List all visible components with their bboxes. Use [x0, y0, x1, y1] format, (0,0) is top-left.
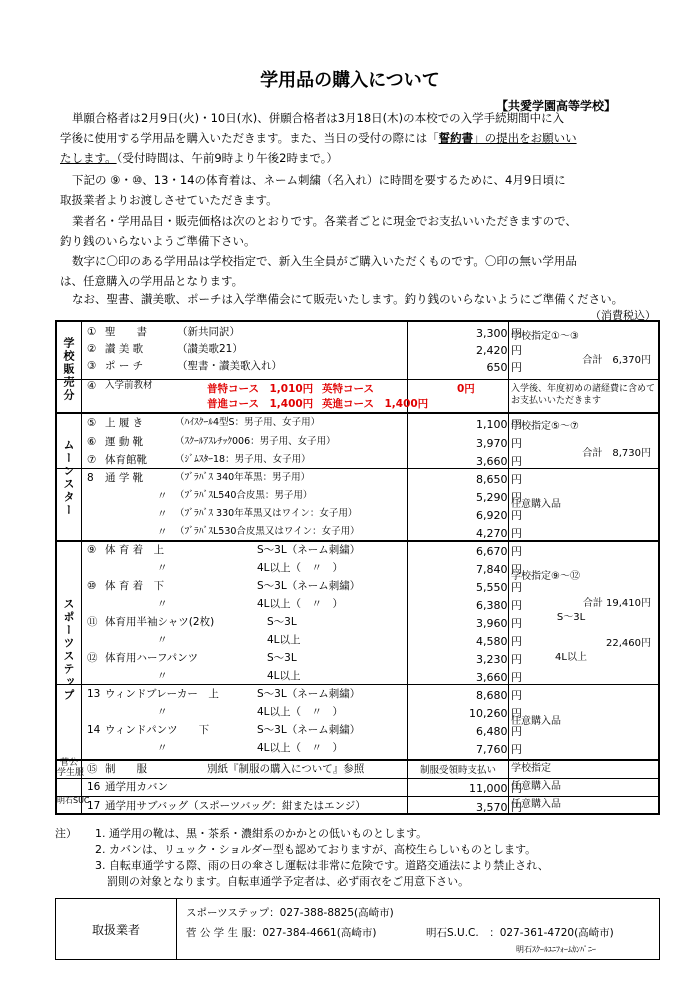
row-price: 7,840 円	[476, 563, 522, 576]
row-item-name: 体 育 着 下	[105, 580, 165, 592]
para1-line-d: たします。	[60, 151, 117, 165]
note-sports-designated: 学校指定⑨～⑫	[511, 571, 580, 582]
para1-line-e: （受付時間は、午前9時より午後2時まで。）	[116, 151, 338, 165]
row-item-name: 〃	[157, 634, 168, 646]
section-sportsstep: スポーツステップ	[62, 598, 75, 702]
para2-line-b: 取扱業者よりお渡しさせていただきます。	[60, 193, 278, 207]
note-kyozai: 入学後、年度初めの諸経費に含めてお支払いいただきます	[511, 384, 656, 406]
row-price: 3,970 円	[476, 437, 522, 450]
note-school-designated: 学校指定①～③	[511, 331, 579, 342]
page-title: 学用品の購入について	[260, 70, 440, 91]
row-item-detail: 4L以上（ 〃 ）	[257, 562, 344, 574]
row-item-name: 〃	[157, 742, 168, 754]
row-item-name: 上 履 き	[105, 417, 144, 429]
price-table	[55, 320, 660, 815]
row-item-detail: （讃美歌21）	[177, 343, 243, 355]
intro-paragraph-5	[60, 289, 660, 309]
note-moonstar-designated: 学校指定⑤～⑦	[511, 421, 579, 432]
row-item-detail: 別紙『制服の購入について』参照	[207, 763, 365, 775]
vendor-label: 取扱業者	[56, 899, 177, 959]
row-number: ⑤	[87, 417, 97, 429]
row-number: 14	[87, 724, 101, 736]
row-price: 6,380 円	[476, 599, 522, 612]
row-price: 3,300 円	[476, 327, 522, 340]
row-item-detail: S～3L	[267, 616, 297, 628]
row-item-name: 〃	[157, 706, 168, 718]
row-number: ⑥	[87, 436, 97, 448]
row-price: 6,480 円	[476, 725, 522, 738]
oath-doc: 誓約書	[438, 131, 474, 145]
row-item-detail: 4L以上（ 〃 ）	[257, 706, 344, 718]
row-number: ④	[87, 380, 97, 392]
row-item-name: 〃	[157, 562, 168, 574]
row-price: 3,960 円	[476, 617, 522, 630]
section-kanko	[57, 758, 85, 778]
row-price: 1,100 円	[476, 418, 522, 431]
note-sports-size: S～3L	[556, 612, 586, 623]
row-item-name: 讃 美 歌	[105, 343, 144, 355]
kanko-label: 菅公	[59, 758, 78, 768]
row-item-name: 体 育 着 上	[105, 544, 165, 556]
row-price: 3,570 円	[476, 801, 522, 814]
row-number: 16	[87, 781, 101, 793]
footnote-2: 2. カバンは、リュック・ショルダー型も認めておりますが、高校生らしいものとします。	[95, 843, 537, 856]
note-moonstar-total: 合計 8,730円	[582, 448, 651, 459]
gakuseifuku-label: 学生服	[57, 768, 85, 778]
row-item-name: 体育館靴	[105, 454, 147, 466]
row-item-name: ポ ー チ	[105, 360, 144, 372]
row-item-detail: 4L以上	[267, 670, 301, 682]
row-item-name: 通学用サブバッグ（スポーツバッグ：紺またはエンジ）	[105, 800, 366, 812]
footnotes	[55, 826, 665, 890]
row-number: ⑮	[87, 763, 98, 775]
row-item-detail: （ﾌﾞﾗﾊﾞｽ 330年革黒又はワイン：女子用）	[175, 508, 358, 519]
row-number: ⑪	[87, 616, 98, 628]
note-sports-size-4l: 4L以上	[555, 652, 587, 663]
row-number: ③	[87, 360, 97, 372]
row-number: ②	[87, 343, 97, 355]
row-item-name: 通学用カバン	[105, 781, 168, 793]
row-item-detail: （ｼﾞﾑｽﾀｰ18：男子用、女子用）	[175, 454, 311, 465]
note-optional-bag: 任意購入品	[511, 781, 561, 792]
row-price: 650 円	[486, 361, 522, 374]
note-optional-subbag: 任意購入品	[511, 799, 561, 810]
row-number: 8	[87, 472, 94, 484]
row-item-detail: （ｽｸｰﾙｱｽﾚﾁｯｸ006：男子用、女子用）	[175, 436, 336, 447]
para3-line-b: 釣り銭のいらないようご準備下さい。	[60, 234, 256, 248]
row-item-detail: （ﾌﾞﾗﾊﾞｽ 340年革黒：男子用）	[175, 472, 311, 483]
intro-paragraph-3	[60, 211, 660, 251]
row-item-detail: S～3L（ネーム刺繍）	[257, 580, 361, 592]
note-sports-total-4l: 22,460円	[606, 638, 651, 649]
row-price: 8,680 円	[476, 689, 522, 702]
vendor-kanko: 菅 公 学 生 服：027-384-4661(高崎市)	[186, 927, 377, 939]
row-price: 3,230 円	[476, 653, 522, 666]
para1-line-c: 」の提出をお願いい	[473, 131, 577, 145]
section-school: 学校販売分	[62, 336, 75, 402]
row-number: ①	[87, 326, 97, 338]
row-item-name: 〃	[157, 490, 168, 502]
kyozai-fushin: 普進コース 1,400円	[207, 398, 314, 410]
row-price: 7,760 円	[476, 743, 522, 756]
vendor-akashi: 明石S.U.C. ：027-361-4720(高崎市)	[426, 927, 614, 939]
row-item-detail: S～3L（ネーム刺繍）	[257, 724, 361, 736]
row-price: 4,270 円	[476, 527, 522, 540]
note-school-total: 合計 6,370円	[582, 355, 651, 366]
row-item-detail: S～3L	[267, 652, 297, 664]
row-item-name: 〃	[157, 598, 168, 610]
para2-line-a: 下記の ⑨・⑩、13・14の体育着は、ネーム刺繍（名入れ）に時間を要するために、4月9日頃に	[72, 173, 566, 187]
row-price: 8,650 円	[476, 473, 522, 486]
row-item-detail: 4L以上（ 〃 ）	[257, 598, 344, 610]
row-item-name: 通 学 靴	[105, 472, 144, 484]
row-item-detail: （聖書・讃美歌入れ）	[177, 360, 282, 372]
kyozai-eitoku: 英特コース	[322, 383, 374, 395]
row-price: 10,260 円	[469, 707, 522, 720]
intro-paragraph-4	[60, 251, 660, 291]
para4-line-b: は、任意購入の学用品となります。	[60, 274, 244, 288]
row-item-detail: 4L以上（ 〃 ）	[257, 742, 344, 754]
row-item-detail: S～3L（ネーム刺繍）	[257, 544, 361, 556]
kyozai-futoku: 普特コース 1,010円	[207, 383, 314, 395]
para5-line: なお、聖書、讃美歌、ポーチは入学準備会にて販売いたします。釣り銭のいらないようにご準備ください。	[72, 292, 624, 306]
vendor-sportsstep: スポーツステップ：027-388-8825(高崎市)	[186, 907, 394, 919]
row-item-name: 体育用ハーフパンツ	[105, 652, 199, 664]
row-price: 4,580 円	[476, 635, 522, 648]
row-number: ⑨	[87, 544, 97, 556]
row-item-name: 〃	[157, 508, 168, 520]
section-akashi: 明石SUC	[57, 796, 90, 805]
vendor-box	[55, 898, 660, 960]
row-item-detail: （ﾌﾞﾗﾊﾞｽL530合皮黒又はワイン：女子用）	[175, 526, 360, 537]
row-item-name: 制 服	[105, 763, 147, 775]
kyozai-eitoku-price: 0円	[457, 383, 475, 395]
row-price: 5,550 円	[476, 581, 522, 594]
row-number: 13	[87, 688, 101, 700]
intro-paragraph-2	[60, 170, 660, 210]
row-price: 5,290 円	[476, 491, 522, 504]
para4-line-a: 数字に〇印のある学用品は学校指定で、新入生全員がご購入いただくものです。〇印の無い学用品	[72, 254, 577, 268]
footnote-3a: 3. 自転車通学する際、雨の日の傘さし運転は非常に危険です。道路交通法により禁止され、	[95, 859, 549, 872]
row-item-name: 運 動 靴	[105, 436, 144, 448]
row-price: 制服受領時支払い	[419, 765, 496, 776]
row-item-name: 〃	[157, 670, 168, 682]
row-price: 3,660 円	[476, 671, 522, 684]
row-number: 17	[87, 800, 101, 812]
note-optional-wind: 任意購入品	[511, 716, 561, 727]
row-item-detail: （新共同訳）	[177, 326, 240, 338]
row-number: ⑩	[87, 580, 97, 592]
kyozai-eishin: 英進コース 1,400円	[322, 398, 429, 410]
note-optional-shoes: 任意購入品	[511, 499, 561, 510]
row-item-name: 入学前教材	[105, 380, 153, 391]
row-price: 11,000 円	[469, 782, 522, 795]
row-item-name: ウィンドブレーカー 上	[105, 688, 219, 700]
para3-line-a: 業者名・学用品目・販売価格は次のとおりです。各業者ごとに現金でお支払いいただきますので、	[72, 214, 577, 228]
row-item-name: 聖 書	[105, 326, 147, 338]
para1-line-b: 学後に使用する学用品を購入いただきます。また、当日の受付の際には「	[60, 131, 439, 145]
vendor-akashi-company: 明石ｽｸｰﾙﾕﾆﾌｫｰﾑｶﾝﾊﾟﾆｰ	[516, 945, 596, 954]
row-price: 3,660 円	[476, 455, 522, 468]
row-item-detail: 4L以上	[267, 634, 301, 646]
row-item-name: 〃	[157, 526, 168, 538]
row-price: 6,920 円	[476, 509, 522, 522]
note-uniform: 学校指定	[511, 763, 551, 774]
intro-paragraph-1	[60, 108, 660, 168]
row-item-detail: S～3L（ネーム刺繍）	[257, 688, 361, 700]
row-item-name: 体育用半袖シャツ(2枚)	[105, 616, 215, 628]
footnote-3b: 罰則の対象となります。自転車通学予定者は、必ず雨衣をご用意下さい。	[107, 875, 470, 888]
row-number: ⑦	[87, 454, 97, 466]
tax-note: （消費税込）	[590, 309, 656, 322]
row-item-detail: （ﾌﾞﾗﾊﾞｽL540合皮黒：男子用）	[175, 490, 313, 501]
row-price: 6,670 円	[476, 545, 522, 558]
note-sports-total: 合計 19,410円	[582, 598, 651, 609]
footnote-1: 1. 通学用の靴は、黒・茶系・濃紺系のかかとの低いものとします。	[95, 827, 428, 840]
row-price: 2,420 円	[476, 344, 522, 357]
row-item-name: ウィンドパンツ 下	[105, 724, 210, 736]
para1-line-a: 単願合格者は2月9日(火)・10日(水)、併願合格者は3月18日(木)の本校での入学手続期間中に入	[72, 111, 565, 125]
row-number: ⑫	[87, 652, 98, 664]
section-moonstar: ムーンスター	[62, 439, 75, 517]
row-item-detail: （ﾊｲｽｸｰﾙ4型S：男子用、女子用）	[175, 417, 321, 428]
footnote-label: 注）	[55, 827, 77, 840]
school-name: 【共愛学園高等学校】	[496, 99, 617, 113]
